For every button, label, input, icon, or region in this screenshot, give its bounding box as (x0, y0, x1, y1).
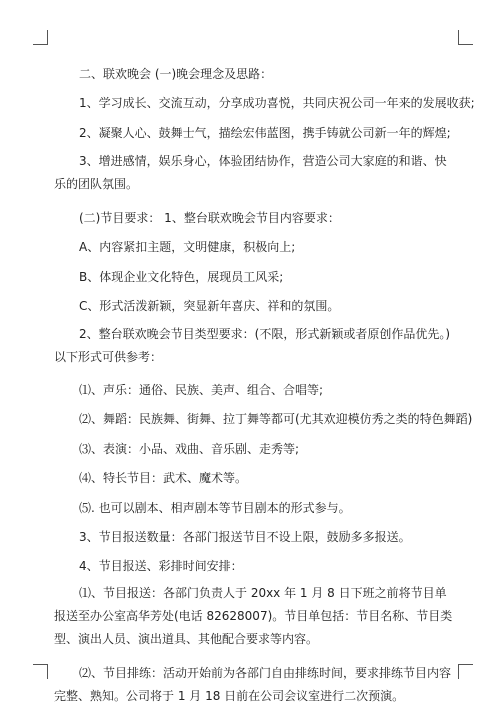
list-item: ⑸. 也可以剧本、相声剧本等节目剧本的形式参与。 (79, 501, 351, 515)
list-item: ⑶、表演：小品、戏曲、音乐剧、走秀等; (79, 442, 300, 456)
paragraph: A、内容紧扣主题，文明健康，积极向上; (79, 240, 296, 254)
list-item: ⑵、舞蹈：民族舞、街舞、拉丁舞等都可(尤其欢迎模仿秀之类的特色舞蹈) (79, 412, 473, 426)
paragraph: 4、节目报送、彩排时间安排： (79, 559, 243, 573)
list-item: ⑵、节目排练：活动开始前为各部门自由排练时间，要求排练节目内容完整、熟知。公司将于 1 月 18 日前在公司会议室进行二次预演。 (54, 666, 452, 703)
section-heading: 二、联欢晚会 (一)晚会理念及思路： (79, 67, 273, 81)
crop-mark-top-left (33, 30, 48, 45)
list-item: ⑷、特长节目：武术、魔术等。 (79, 471, 248, 485)
paragraph: 2、整台联欢晚会节目类型要求：(不限，形式新颖或者原创作品优先。) 以下形式可供参考： (54, 327, 451, 364)
section-heading: (二)节目要求： 1、整台联欢晚会节目内容要求： (79, 211, 340, 225)
crop-mark-top-right (458, 30, 473, 45)
list-item: ⑴、节目报送：各部门负责人于 20xx 年 1 月 8 日下班之前将节目单报送至办公室高华芳处(电话 82628007)。节目单包括：节目名称、节目类型、演出人员、演出道具、其他配合要求等内容。 (54, 586, 453, 646)
paragraph: 2、凝聚人心、鼓舞士气，描绘宏伟蓝图，携手铸就公司新一年的辉煌; (79, 126, 451, 140)
crop-mark-bottom-right (458, 664, 473, 679)
crop-mark-bottom-left (33, 664, 48, 679)
paragraph: B、体现企业文化特色，展现员工风采; (79, 270, 284, 284)
paragraph: 3、节目报送数量：各部门报送节目不设上限，鼓励多多报送。 (79, 530, 411, 544)
paragraph: C、形式活泼新颖，突显新年喜庆、祥和的氛围。 (79, 299, 340, 313)
paragraph: 1、学习成长、交流互动，分享成功喜悦，共同庆祝公司一年来的发展收获; (79, 96, 475, 110)
list-item: ⑴、声乐：通俗、民族、美声、组合、合唱等; (79, 383, 324, 397)
paragraph: 3、增进感情，娱乐身心，体验团结协作，营造公司大家庭的和谐、快乐的团队氛围。 (54, 154, 447, 191)
